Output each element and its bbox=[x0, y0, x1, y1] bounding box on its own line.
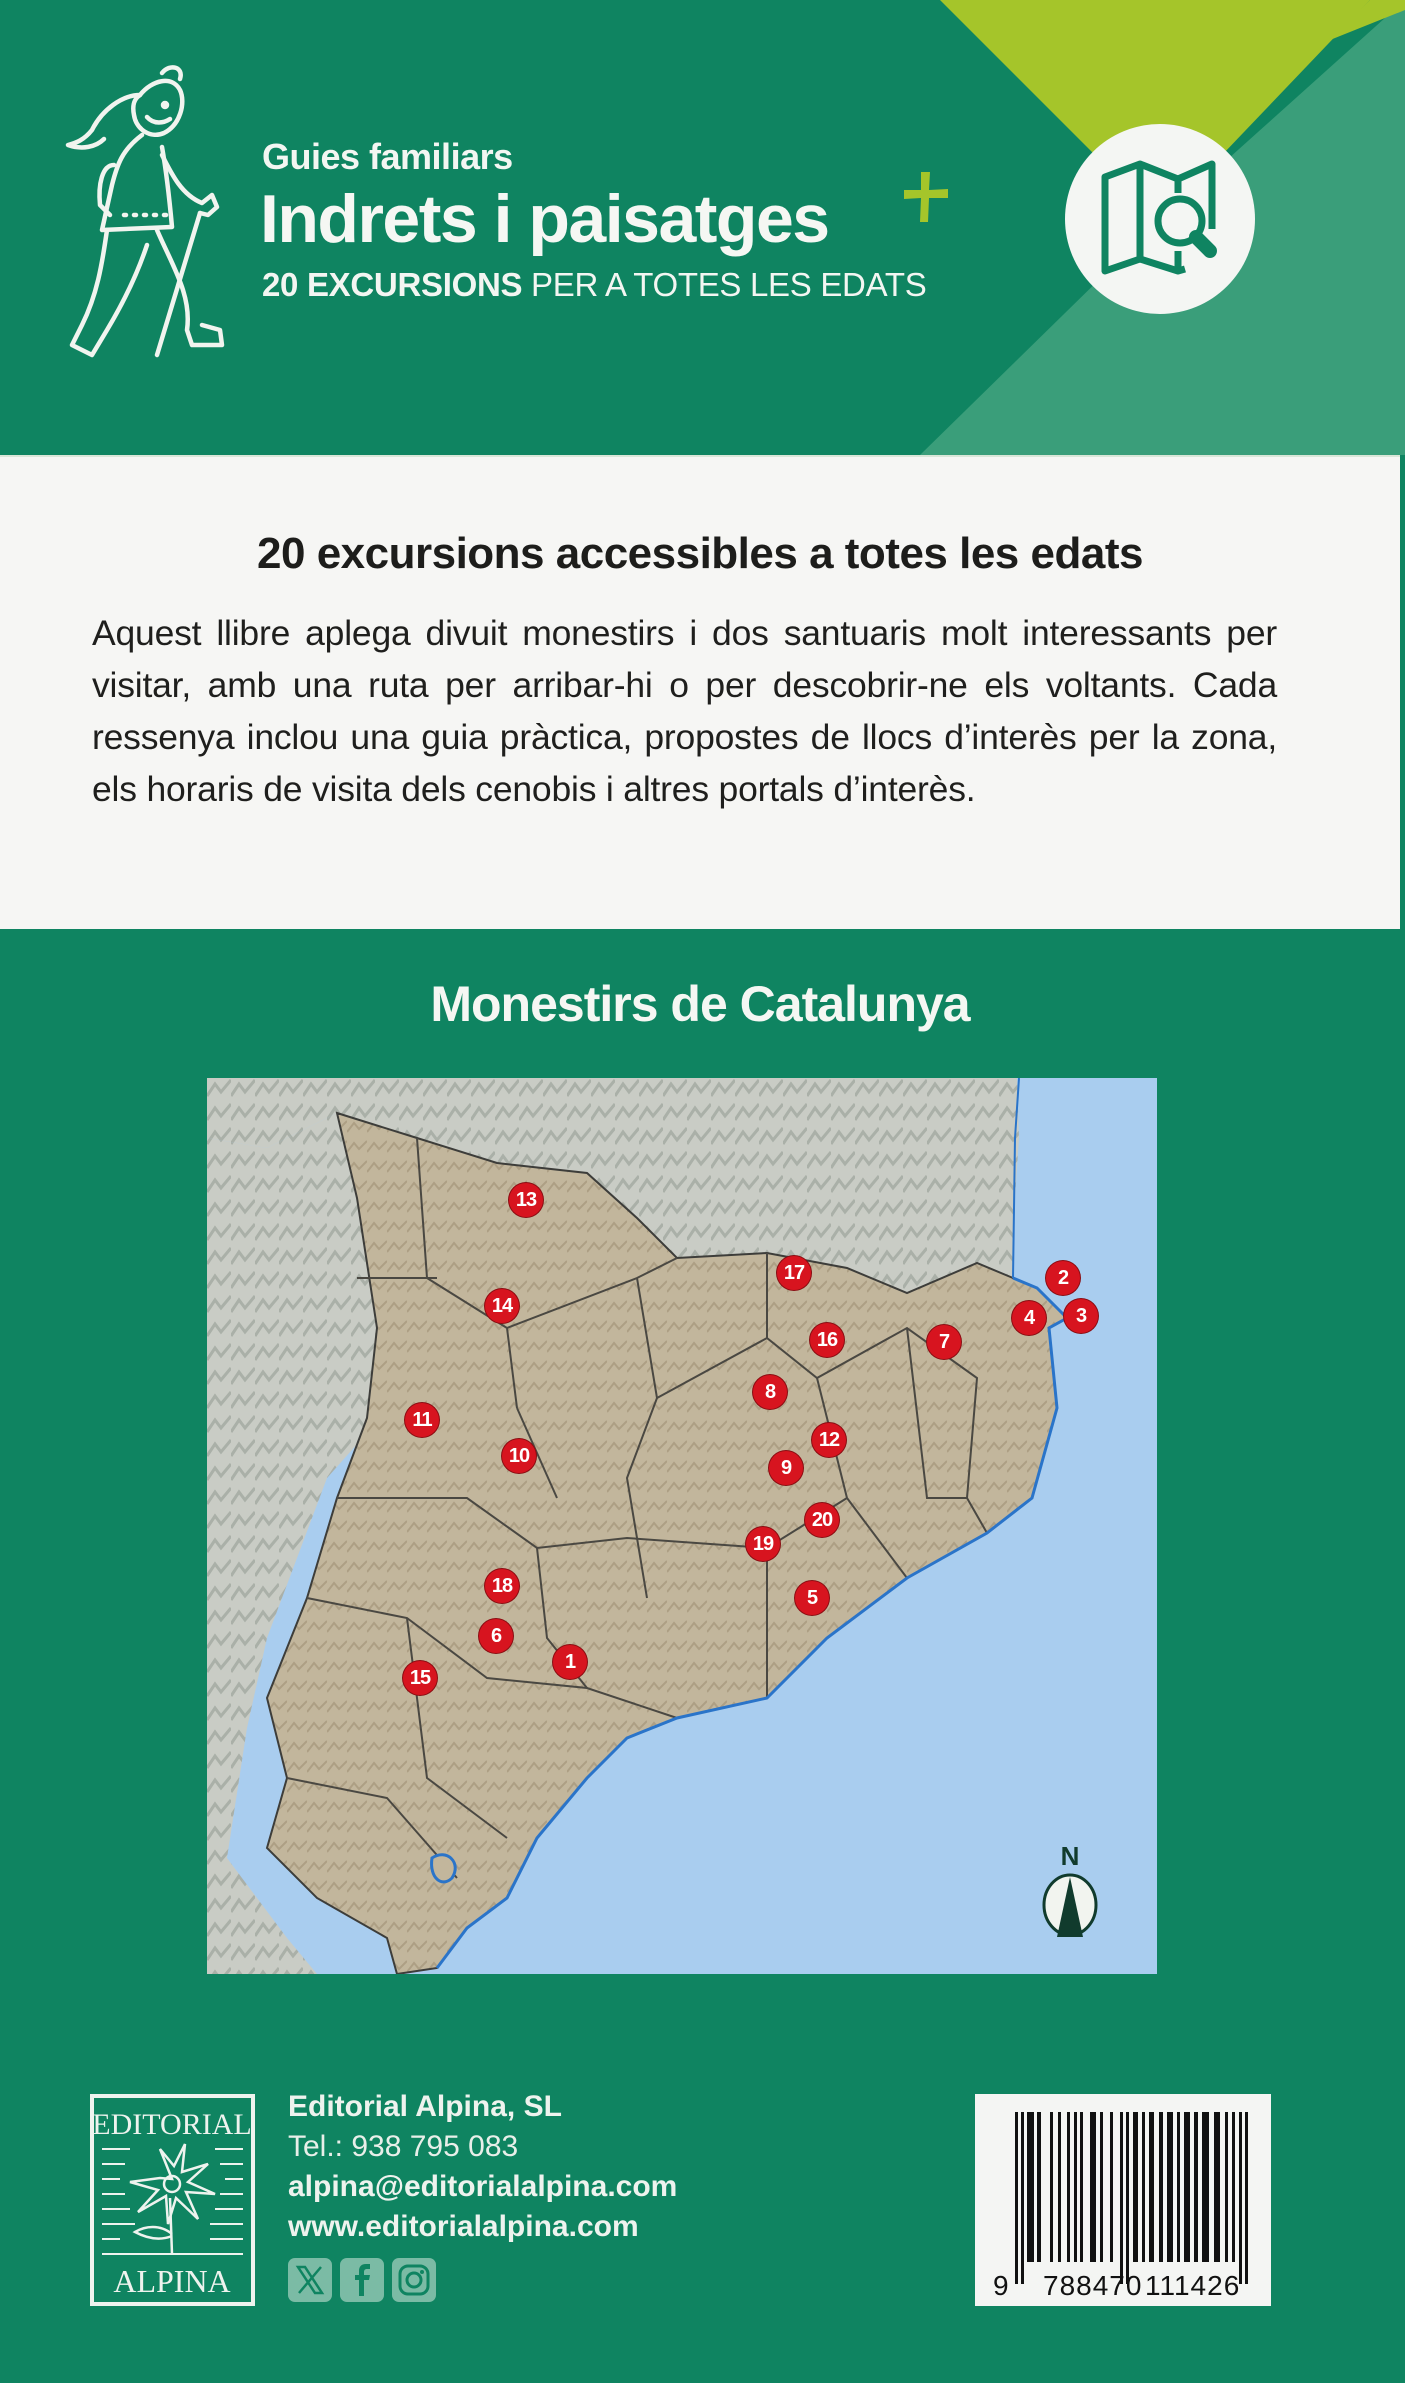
publisher-phone[interactable]: Tel.: 938 795 083 bbox=[288, 2130, 519, 2163]
map-marker-9: 9 bbox=[769, 1451, 803, 1485]
north-arrow-icon bbox=[1035, 1835, 1105, 1945]
facebook-social-button[interactable] bbox=[340, 2258, 384, 2302]
map-marker-13: 13 bbox=[509, 1183, 543, 1217]
plus-icon bbox=[902, 170, 950, 224]
map-relief bbox=[207, 1078, 1157, 1974]
map-marker-19: 19 bbox=[746, 1527, 780, 1561]
map-marker-12: 12 bbox=[812, 1423, 846, 1457]
map-marker-3: 3 bbox=[1064, 1299, 1098, 1333]
isbn-first-digit: 9 bbox=[993, 2270, 1009, 2301]
book-title: Indrets i paisatges bbox=[260, 181, 829, 257]
map-marker-17: 17 bbox=[777, 1256, 811, 1290]
map-marker-6: 6 bbox=[479, 1619, 513, 1653]
isbn-group-2: 111426 bbox=[1145, 2270, 1241, 2301]
series-label: Guies familiars bbox=[262, 136, 513, 177]
subtitle-count: 20 EXCURSIONS bbox=[262, 266, 523, 303]
instagram-social-button[interactable] bbox=[392, 2258, 436, 2302]
x-social-button[interactable] bbox=[288, 2258, 332, 2302]
catalonia-map bbox=[207, 1078, 1157, 1974]
instagram-icon bbox=[392, 2258, 436, 2302]
map-search-badge bbox=[1065, 124, 1255, 314]
map-marker-11: 11 bbox=[405, 1403, 439, 1437]
map-search-icon bbox=[1100, 159, 1220, 279]
map-marker-8: 8 bbox=[753, 1375, 787, 1409]
map-marker-18: 18 bbox=[485, 1569, 519, 1603]
description-heading: 20 excursions accessibles a totes les edats bbox=[257, 529, 1143, 578]
facebook-icon bbox=[340, 2258, 384, 2302]
x-icon bbox=[288, 2258, 332, 2302]
map-marker-10: 10 bbox=[502, 1439, 536, 1473]
map-marker-14: 14 bbox=[485, 1289, 519, 1323]
hiker-icon bbox=[62, 55, 232, 375]
publisher-email-link[interactable]: alpina@editorialalpina.com bbox=[288, 2170, 678, 2203]
map-marker-4: 4 bbox=[1012, 1301, 1046, 1335]
map-marker-7: 7 bbox=[927, 1325, 961, 1359]
publisher-website-link[interactable]: www.editorialalpina.com bbox=[288, 2210, 639, 2243]
isbn-barcode bbox=[975, 2094, 1271, 2306]
description-body: Aquest llibre aplega divuit monestirs i dos santuaris molt interessants per visitar, amb una ruta per arribar-hi o per descobrir-ne els voltants. Cada ressenya inclou una guia pràctica, propostes de llocs d’interès per la zona, els horaris de visita dels cenobis i altres portals d’interès. bbox=[92, 613, 1277, 809]
map-marker-15: 15 bbox=[403, 1661, 437, 1695]
isbn-group-1: 788470 bbox=[1043, 2270, 1143, 2301]
compass-label: N bbox=[1060, 1841, 1080, 1871]
map-marker-20: 20 bbox=[805, 1503, 839, 1537]
publisher-name: Editorial Alpina, SL bbox=[288, 2090, 562, 2123]
book-subtitle bbox=[262, 266, 926, 304]
logo-bottom-text: ALPINA bbox=[113, 2263, 231, 2299]
subtitle-rest: PER A TOTES LES EDATS bbox=[522, 266, 927, 303]
logo-top-text: EDITORIAL bbox=[92, 2108, 252, 2141]
map-marker-1: 1 bbox=[553, 1645, 587, 1679]
cover-header bbox=[0, 0, 1405, 455]
map-marker-5: 5 bbox=[795, 1581, 829, 1615]
map-marker-16: 16 bbox=[810, 1323, 844, 1357]
map-marker-2: 2 bbox=[1046, 1261, 1080, 1295]
map-title: Monestirs de Catalunya bbox=[430, 976, 970, 1032]
description-panel bbox=[0, 455, 1400, 929]
editorial-alpina-logo bbox=[90, 2094, 255, 2306]
